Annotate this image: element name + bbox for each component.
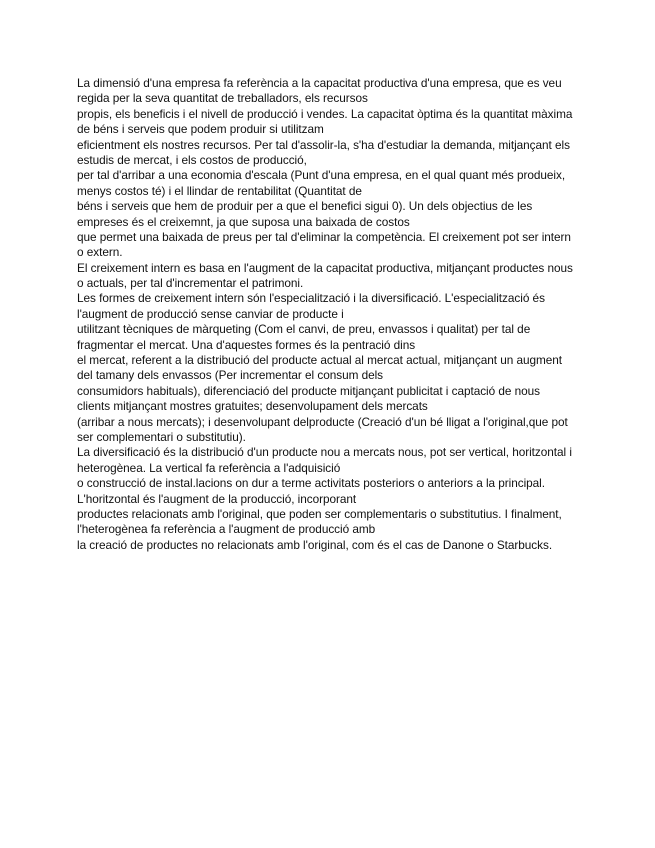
text-line: la creació de productes no relacionats amb l'original, com és el cas de Danone o Starbucks. [77, 537, 553, 552]
text-line: menys costos té) i el llindar de rentabilitat (Quantitat de [77, 183, 362, 198]
text-line: clients mitjançant mostres gratuites; desenvolupament dels mercats [77, 399, 428, 414]
text-line: que permet una baixada de preus per tal d'eliminar la competència. El creixement pot ser intern [77, 229, 571, 244]
text-line: béns i serveis que hem de produir per a que el benefici sigui 0). Un dels objectius de les [77, 199, 533, 214]
text-line: utilitzant tècniques de màrqueting (Com el canvi, de preu, envassos i qualitat) per tal de [77, 322, 531, 337]
text-line: o extern. [77, 245, 123, 260]
text-line: El creixement intern es basa en l'augment de la capacitat productiva, mitjançant productes nous [77, 260, 573, 275]
text-line: productes relacionats amb l'original, que poden ser complementaris o substitutius. I finalment, [77, 506, 562, 521]
text-line: o actuals, per tal d'incrementar el patrimoni. [77, 276, 304, 291]
text-line: o construcció de instal.lacions on dur a terme activitats posteriors o anteriors a la principal. [77, 476, 545, 491]
text-line: per tal d'arribar a una economia d'escala (Punt d'una empresa, en el qual quant més produeix, [77, 168, 566, 183]
text-line: Les formes de creixement intern són l'especialització i la diversificació. L'especialització és [77, 291, 545, 306]
text-line: l'heterogènea fa referència a l'augment de producció amb [77, 522, 376, 537]
text-line: (arribar a nous mercats); i desenvolupant delproducte (Creació d'un bé lligat a l'original,que pot [77, 414, 568, 429]
text-line: L'horitzontal és l'augment de la producció, incorporant [77, 491, 357, 506]
text-line: heterogènea. La vertical fa referència a l'adquisició [77, 460, 341, 475]
text-line: ser complementari o substitutiu). [77, 429, 246, 444]
text-line: estudis de mercat, i els costos de producció, [77, 152, 307, 167]
text-line: el mercat, referent a la distribució del producte actual al mercat actual, mitjançant un augment [77, 353, 563, 368]
text-line: La diversificació és la distribució d'un producte nou a mercats nous, pot ser vertical, horitzontal i [77, 445, 572, 460]
text-line: del tamany dels envassos (Per incrementar el consum dels [77, 368, 384, 383]
text-line: de béns i serveis que podem produir si utilitzam [77, 122, 324, 137]
text-line: eficientment els nostres recursos. Per tal d'assolir-la, s'ha d'estudiar la demanda, mitjançant els [77, 137, 570, 152]
text-line: regida per la seva quantitat de treballadors, els recursos [77, 91, 368, 106]
document-body [77, 76, 582, 553]
text-line: l'augment de producció sense canviar de producte i [77, 306, 344, 321]
text-line: fragmentar el mercat. Una d'aquestes formes és la pentració dins [77, 337, 416, 352]
text-line: La dimensió d'una empresa fa referència a la capacitat productiva d'una empresa, que es veu [77, 76, 562, 90]
text-line: empreses és el creixemnt, ja que suposa una baixada de costos [77, 214, 410, 229]
text-line: consumidors habituals), diferenciació del producte mitjançant publicitat i captació de nous [77, 383, 541, 398]
text-line: propis, els beneficis i el nivell de producció i vendes. La capacitat òptima és la quantitat màxima [77, 106, 573, 121]
